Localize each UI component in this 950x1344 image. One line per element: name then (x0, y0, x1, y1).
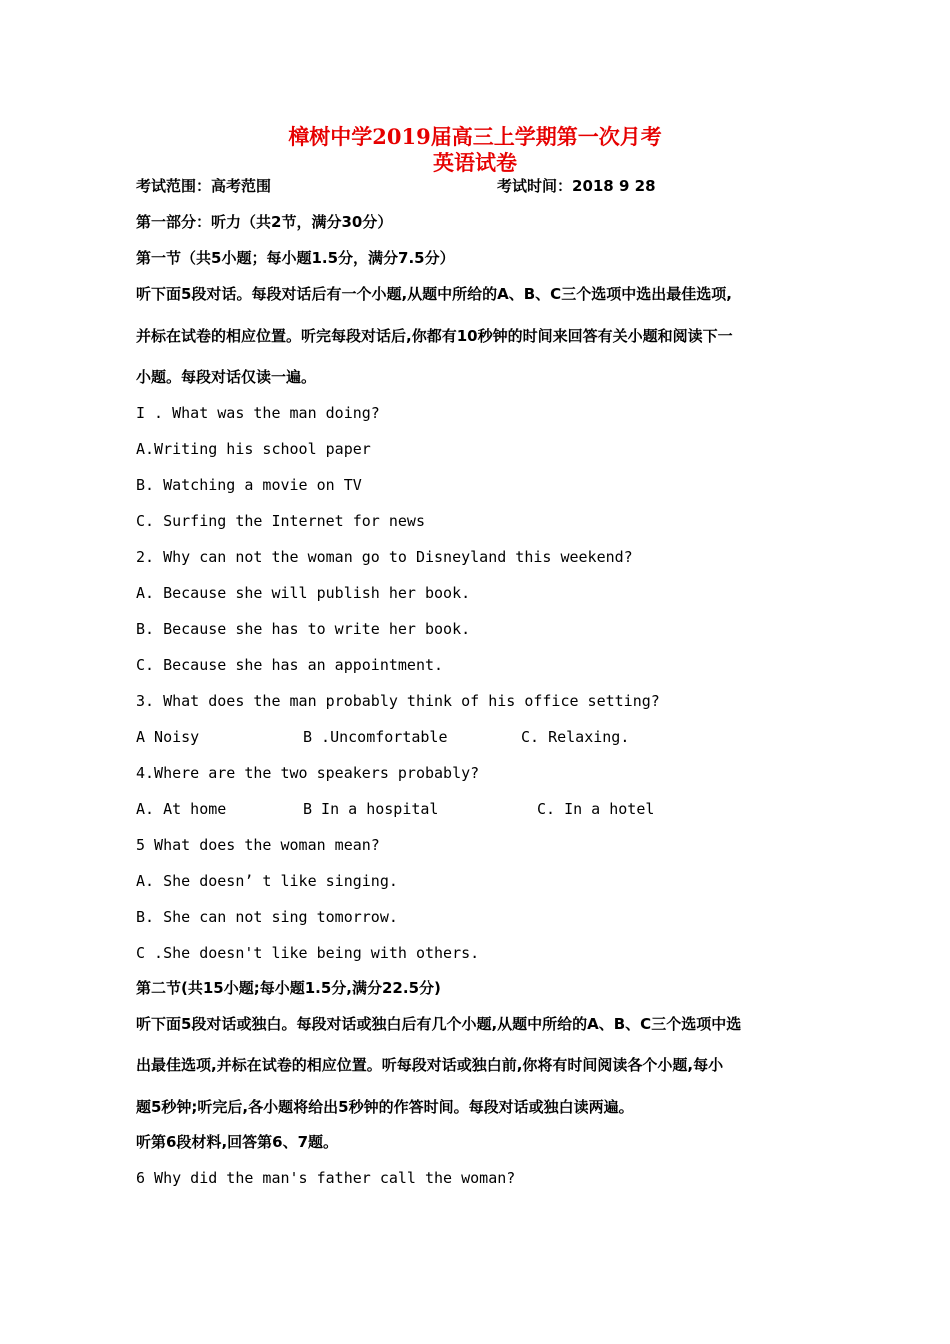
section1-heading: 第一节（共5小题；每小题1.5分，满分7.5分） (136, 249, 455, 267)
section1-instructions-line3: 小题。每段对话仅读一遍。 (136, 368, 317, 386)
q1-question: I . What was the man doing? (136, 404, 380, 422)
q4-option-a: A. At home (136, 800, 227, 818)
q5-option-c: C .She doesn't like being with others. (136, 944, 480, 962)
exam-scope: 考试范围：高考范围 (136, 177, 272, 195)
q4-option-b: B In a hospital (303, 800, 439, 818)
q4-option-c: C. In a hotel (537, 800, 655, 818)
part1-heading: 第一部分：听力（共2节，满分30分） (136, 213, 393, 231)
q5-option-a: A. She doesn’ t like singing. (136, 872, 398, 890)
section2-heading: 第二节(共15小题;每小题1.5分,满分22.5分) (136, 979, 441, 997)
q3-option-c: C. Relaxing. (521, 728, 630, 746)
q5-option-b: B. She can not sing tomorrow. (136, 908, 398, 926)
q3-option-a: A Noisy (136, 728, 200, 746)
q1-option-a: A.Writing his school paper (136, 440, 371, 458)
q1-option-c: C. Surfing the Internet for news (136, 512, 425, 530)
section1-instructions-line2: 并标在试卷的相应位置。听完每段对话后,你都有10秒钟的时间来回答有关小题和阅读下一 (136, 327, 733, 345)
q2-question: 2. Why can not the woman go to Disneyland this weekend? (136, 548, 633, 566)
q3-option-b: B .Uncomfortable (303, 728, 448, 746)
section1-instructions-line1: 听下面5段对话。每段对话后有一个小题,从题中所给的A、B、C三个选项中选出最佳选项, (136, 285, 732, 303)
section2-instructions-line2: 出最佳选项,并标在试卷的相应位置。听每段对话或独白前,你将有时间阅读各个小题,每小 (136, 1056, 724, 1074)
q1-option-b: B. Watching a movie on TV (136, 476, 362, 494)
q2-option-c: C. Because she has an appointment. (136, 656, 444, 674)
exam-subtitle: 英语试卷 (433, 150, 517, 175)
exam-title: 樟树中学2019届高三上学期第一次月考 (288, 124, 662, 149)
section2-instructions-line1: 听下面5段对话或独白。每段对话或独白后有几个小题,从题中所给的A、B、C三个选项中选 (136, 1015, 742, 1033)
material6-heading: 听第6段材料,回答第6、7题。 (136, 1133, 339, 1151)
q3-question: 3. What does the man probably think of his office setting? (136, 692, 660, 710)
q2-option-b: B. Because she has to write her book. (136, 620, 471, 638)
exam-time: 考试时间：2018 9 28 (497, 177, 656, 195)
section2-instructions-line3: 题5秒钟;听完后,各小题将给出5秒钟的作答时间。每段对话或独白读两遍。 (136, 1098, 634, 1116)
q5-question: 5 What does the woman mean? (136, 836, 380, 854)
q4-question: 4.Where are the two speakers probably? (136, 764, 480, 782)
q6-question: 6 Why did the man's father call the woman? (136, 1169, 516, 1187)
q2-option-a: A. Because she will publish her book. (136, 584, 471, 602)
